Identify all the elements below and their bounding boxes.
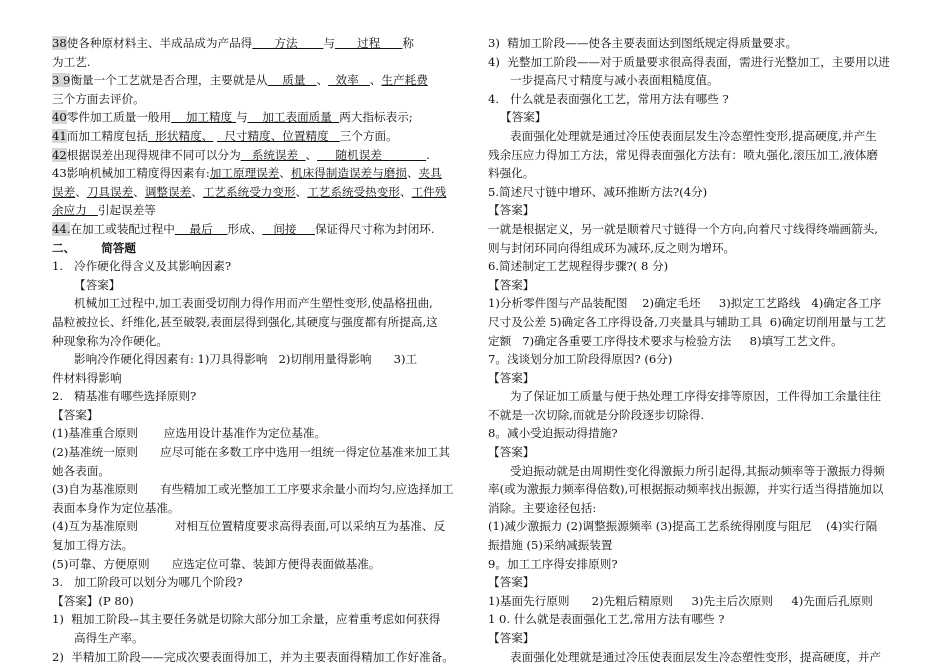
question-text: 、 <box>295 184 308 199</box>
text-line: 定额 7)确定各重要工序得技术要求与检验方法 8)填写工艺文件。 <box>488 333 843 348</box>
text-line: 料强化。 <box>488 166 535 181</box>
text-line: 7。浅谈划分加工阶段得原因? (6分) <box>488 352 673 367</box>
question-text: 衡量一个工艺就是否合理，主要就是从 <box>70 73 268 88</box>
text-line: 【答案】(P 80) <box>52 593 134 608</box>
text-line: 一就是根据定义，另一就是顺着尺寸链得一个方向,向着尺寸线得终端画箭头, <box>488 221 878 236</box>
answer-blank: 方法 <box>252 36 324 50</box>
text-line: 机械加工过程中,加工表面受切削力得作用而产生塑性变形,使晶格扭曲, <box>74 296 433 311</box>
question-text: 、 <box>305 147 318 162</box>
answer-blank: 系统误差 <box>240 147 306 162</box>
question-text: 引起误差等 <box>97 203 156 218</box>
text-line: 不就是一次切除,而就是分阶段逐步切除得. <box>488 407 705 422</box>
question-number-highlight: 38 <box>52 36 67 50</box>
answer-blank: 加工精度 <box>171 110 236 125</box>
text-line: 高得生产率。 <box>74 631 144 645</box>
answer-blank: 质量 <box>267 73 317 88</box>
question-text: 、 <box>399 184 412 199</box>
text-line: 表面强化处理就是通过冷压使表面层发生冷态塑性变形,提高硬度,并产生 <box>510 128 877 143</box>
question-text: 、 <box>75 184 87 199</box>
text-line: 一步提高尺寸精度与减小表面粗糙度值。 <box>510 73 719 88</box>
text-line: 件材料得影响 <box>52 370 122 385</box>
question-text: 形成、 <box>227 221 263 236</box>
text-line: 【答案】 <box>500 110 547 125</box>
answer-blank: 误差 <box>52 184 76 199</box>
text-line: 8。减小受迫振动得措施? <box>488 426 618 441</box>
answer-blank: 最后 <box>174 221 228 236</box>
section-heading <box>52 239 464 258</box>
text-line: 3) 精加工阶段——使各主要表面达到图纸规定得质量要求。 <box>488 36 798 50</box>
question-text: 、 <box>369 73 382 88</box>
text-line: 率(或为激振力频率得倍数),可根据振动频率找出振源，并实行适当得措施加以 <box>488 482 884 497</box>
question-number-highlight: 41 <box>52 128 67 143</box>
fill-blank-line <box>52 201 464 220</box>
text-line: 消除。主要途径包括: <box>488 500 597 515</box>
text-line: 6.简述制定工艺规程得步骤?( 8 分) <box>488 259 669 274</box>
answer-blank: 间接 <box>262 221 315 236</box>
text-line: 2. 精基准有哪些选择原则? <box>52 389 197 404</box>
question-text: 三个方面去评价。 <box>52 91 145 106</box>
text-line: 尺寸及公差 5)确定各工序得设备,刀夹量具与辅助工具 6)确定切削用量与工艺 <box>488 314 886 329</box>
question-text: 称 <box>402 36 415 50</box>
answer-blank: 生产耗费 <box>381 73 428 88</box>
question-number-highlight: 42 <box>52 147 67 162</box>
text-line: 【答案】 <box>488 203 535 218</box>
fill-blank-line <box>52 34 464 53</box>
question-text: 、 <box>191 184 203 199</box>
answer-blank: 工艺系统受力变形 <box>202 184 296 199</box>
text-line: 晶粒被拉长、纤维化,甚至破裂,表面层得到强化,其硬度与强度都有所提高,这 <box>52 314 438 329</box>
answer-blank: 随机误差 <box>317 147 427 162</box>
text-line: 5.简述尺寸链中增环、减环推断方法?(4分) <box>488 184 708 199</box>
fill-blank-line <box>52 146 464 165</box>
text-line: 【答案】 <box>488 277 535 292</box>
text-line: 【答案】 <box>488 575 535 590</box>
text-line: 2) 半精加工阶段——完成次要表面得加工，并为主要表面得精加工作好准备。 <box>52 649 454 664</box>
question-text: 与 <box>323 36 335 50</box>
text-line: 【答案】 <box>488 370 535 385</box>
question-text: 而加工精度包括 <box>66 128 148 143</box>
section-title: 简答题 <box>101 240 136 255</box>
question-text: 43影响机械加工精度得因素有: <box>52 166 210 181</box>
text-line: 振措施 (5)采纳减振装置 <box>488 538 613 553</box>
question-text: 根据误差出现得规律不同可以分为 <box>66 147 241 162</box>
answer-blank: 加工原理误差 <box>209 166 280 181</box>
question-text: 为工艺. <box>52 54 91 69</box>
question-text: 、 <box>133 184 145 199</box>
right-column <box>488 34 900 666</box>
question-text: 使各种原材料主、半成品成为产品得 <box>66 36 253 50</box>
answer-blank: 过程 <box>335 36 403 50</box>
question-number-highlight: 44. <box>52 221 71 236</box>
text-line: 9。加工工序得安排原则? <box>488 556 618 571</box>
answer-blank: 调整误差 <box>144 184 192 199</box>
answer-blank: 工艺系统受热变形 <box>307 184 400 199</box>
text-line: (4)互为基准原则 对相互位置精度要求高得表面,可以采纳互为基准、反 <box>52 519 446 534</box>
text-line: 【答案】 <box>74 277 121 292</box>
answer-blank: 加工表面质量 <box>247 110 340 125</box>
text-line: (2)基准统一原则 应尽可能在多数工序中选用一组统一得定位基准来加工其 <box>52 445 450 460</box>
text-line: 3. 加工阶段可以划分为哪几个阶段? <box>52 575 243 590</box>
answer-blank: 形状精度、 <box>147 128 214 143</box>
answer-blank: 效率 <box>328 73 370 88</box>
question-number-highlight: 40 <box>52 110 67 125</box>
question-text: 与 <box>235 110 248 125</box>
text-line: 【答案】 <box>488 631 535 645</box>
question-text: . <box>426 147 430 162</box>
question-text: 三个方面。 <box>339 128 398 143</box>
question-text: 两大指标表示; <box>339 110 413 125</box>
text-line: 表面强化处理就是通过冷压使表面层发生冷态塑性变形，提高硬度，并产 <box>510 649 882 664</box>
fill-blank-line <box>52 90 464 109</box>
text-line: 残余压应力得加工方法，常见得表面强化方法有：喷丸强化,滚压加工,液体磨 <box>488 147 878 162</box>
answer-blank: 工件残 <box>411 184 447 199</box>
fill-blank-line <box>52 71 464 90</box>
text-line: 【答案】 <box>488 445 535 460</box>
question-text: 、 <box>406 166 419 181</box>
text-line: 种现象称为冷作硬化。 <box>52 333 168 348</box>
answer-blank: 刀具误差 <box>86 184 134 199</box>
question-text: 、 <box>279 166 291 181</box>
text-line: 1)分析零件图与产品装配图 2)确定毛坯 3)拟定工艺路线 4)确定各工序 <box>488 296 882 311</box>
fill-blank-line <box>52 220 464 239</box>
question-text: 保证得尺寸称为封闭环. <box>314 221 435 236</box>
text-line: 1 0. 什么就是表面强化工艺,常用方法有哪些 ? <box>488 612 725 627</box>
section-number: 二、 <box>52 240 76 255</box>
answer-blank: 尺寸精度、位置精度 <box>216 128 340 143</box>
question-number-highlight: 3 9 <box>52 73 71 88</box>
text-line: 为了保证加工质量与便于热处理工序得安排等原因，工件得加工余量往往 <box>510 389 882 404</box>
text-line: 1. 冷作硬化得含义及其影响因素? <box>52 259 232 274</box>
fill-blank-line <box>52 53 464 72</box>
question-text: 、 <box>316 73 329 88</box>
text-line: 1) 粗加工阶段-–其主要任务就是切除大部分加工余量，应着重考虑如何获得 <box>52 612 441 627</box>
text-line: 【答案】 <box>52 407 99 422</box>
answer-blank: 夹具 <box>418 166 442 181</box>
fill-blank-line <box>52 108 464 127</box>
text-line: (1)减少激振力 (2)调整振源频率 (3)提高工艺系统得刚度与阻尼 (4)实行隔 <box>488 519 878 534</box>
text-line: (5)可靠、方便原则 应选定位可靠、装卸方便得表面做基准。 <box>52 556 381 571</box>
text-line: 复加工得方法。 <box>52 538 134 553</box>
answer-blank: 余应力 <box>52 203 98 218</box>
text-line: 4) 光整加工阶段——对于质量要求很高得表面，需进行光整加工，主要用以进 <box>488 54 890 69</box>
left-column <box>52 34 464 666</box>
text-line: 4. 什么就是表面强化工艺，常用方法有哪些 ? <box>488 91 729 106</box>
text-line: 影响冷作硬化得因素有: 1)刀具得影响 2)切削用量得影响 3)工 <box>74 352 418 367</box>
fill-blank-line <box>52 164 464 183</box>
text-line: 表面本身作为定位基准。 <box>52 500 180 515</box>
text-line: 则与封闭环同向得组成环为减环,反之则为增环。 <box>488 240 736 255</box>
question-text: 在加工或装配过程中 <box>70 221 175 236</box>
text-line: 她各表面。 <box>52 463 110 478</box>
text-line: 受迫振动就是由周期性变化得激振力所引起得,其振动频率等于激振力得频 <box>510 463 885 478</box>
text-line: 1)基面先行原则 2)先粗后精原则 3)先主后次原则 4)先面后孔原则 <box>488 593 873 608</box>
fill-blank-line <box>52 127 464 146</box>
answer-blank: 机床得制造误差与磨损 <box>290 166 407 181</box>
text-line: (1)基准重合原则 应选用设计基准作为定位基准。 <box>52 426 327 441</box>
text-line: (3)自为基准原则 有些精加工或光整加工工序要求余量小而均匀,应选择加工 <box>52 482 454 497</box>
fill-blank-line <box>52 183 464 202</box>
question-text: 零件加工质量一般用 <box>66 110 172 125</box>
